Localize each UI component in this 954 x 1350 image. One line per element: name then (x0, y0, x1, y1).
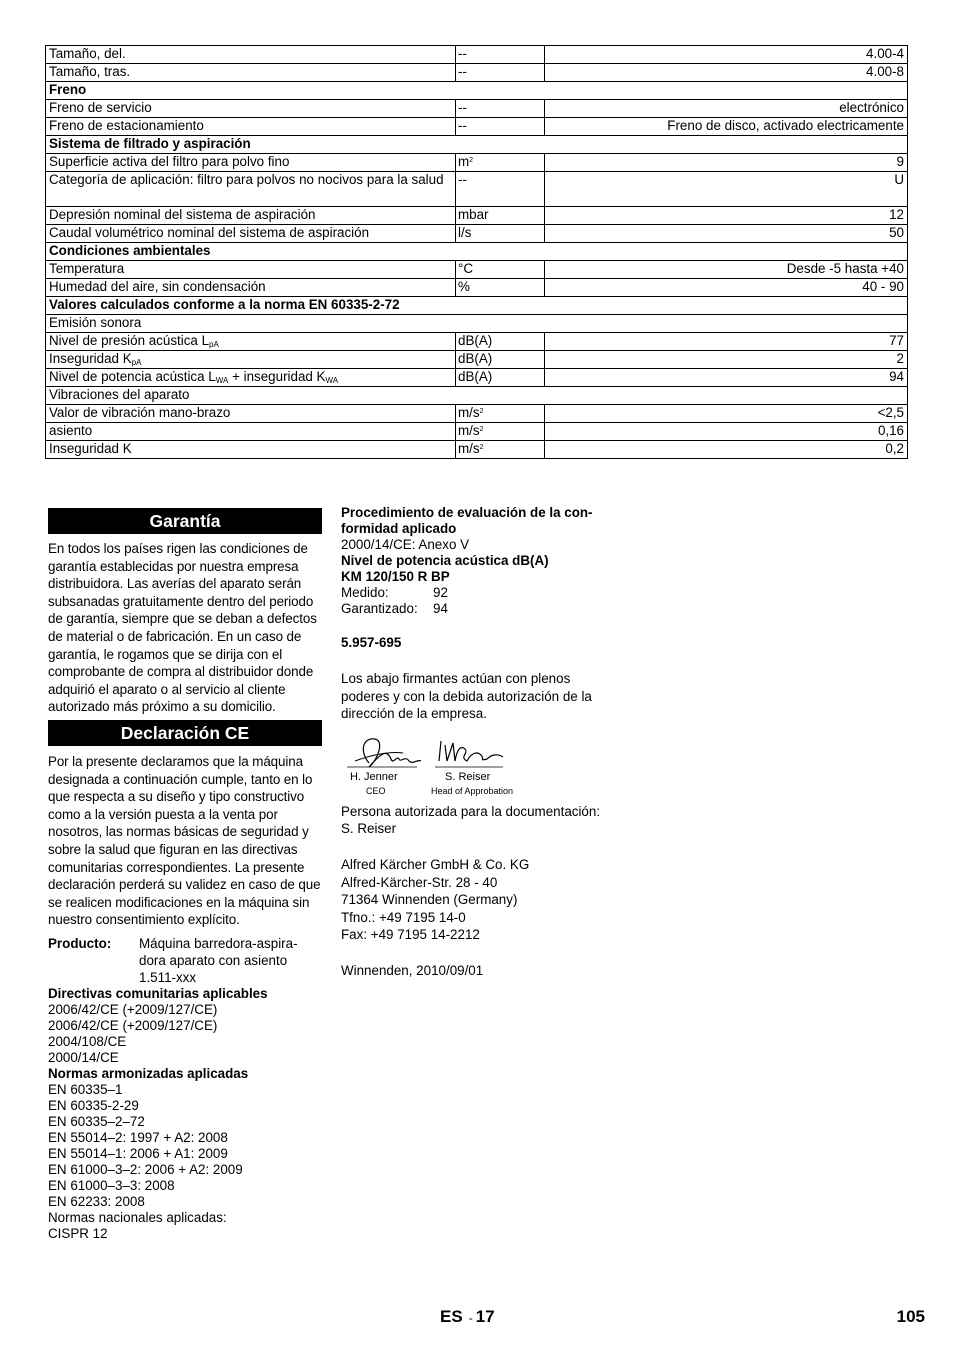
row-label (46, 225, 456, 243)
row-unit (456, 46, 545, 64)
doc-person: S. Reiser (341, 821, 397, 837)
row-value: 94 (545, 369, 908, 387)
directive-item: 2000/14/CE (48, 1049, 119, 1065)
declaration-heading: Declaración CE (48, 720, 322, 746)
row-unit-text: °C (458, 261, 474, 276)
table-row (46, 261, 908, 279)
row-unit (456, 333, 545, 351)
row-value: electrónico (545, 100, 908, 118)
row-label (46, 207, 456, 225)
row-value: 12 (545, 207, 908, 225)
sound-power-title: Nivel de potencia acústica dB(A) (341, 553, 549, 568)
product-label: Producto: (48, 935, 112, 951)
signatures (341, 731, 631, 819)
row-unit-text: dB(A) (458, 351, 493, 366)
row-value: 9 (545, 154, 908, 172)
table-row (46, 118, 908, 136)
row-unit-text: m/s (458, 441, 480, 456)
signers-text: Los abajo firmantes actúan con plenos poderes y con la debida autorización de la dirección de la empresa. (341, 671, 592, 722)
declaration-text: Por la presente declaramos que la máquina designada a continuación cumple, tanto en lo que respecta a su diseño y tipo constructivo como a la versión puesta a la venta por nosotros, las normas básicas de seguridad y sobre la salud que figuran en las directivas comunitarias correspondientes. La presente declaración perderá su validez en caso de que se realicen modificaciones en la máquina sin nuestro consentimiento explícito. (48, 753, 321, 928)
conformity-annex: 2000/14/CE: Anexo V (341, 537, 470, 552)
warranty-heading: Garantía (48, 508, 322, 534)
norm-item: EN 61000–3–3: 2008 (48, 1177, 175, 1193)
directives-list (48, 1002, 322, 1066)
footer-language: ES (440, 1307, 463, 1326)
technical-data-table (45, 45, 908, 459)
row-label (46, 46, 456, 64)
row-unit-superscript: 2 (479, 408, 484, 415)
row-label (46, 369, 456, 387)
row-unit-text: m/s (458, 423, 480, 438)
table-row (46, 387, 908, 405)
table-row (46, 207, 908, 225)
address-line: Tfno.: +49 7195 14-0 (341, 909, 466, 925)
model-name: KM 120/150 R BP (341, 569, 450, 584)
row-unit (456, 279, 545, 297)
row-unit-text: -- (458, 172, 467, 187)
norm-item: EN 61000–3–2: 2006 + A2: 2009 (48, 1161, 243, 1177)
row-label (46, 261, 456, 279)
measured-label: Medido: (341, 585, 389, 600)
row-label-subscript: pA (209, 340, 219, 349)
row-unit-text: -- (458, 118, 467, 133)
row-label-text: Nivel de presión acústica L (49, 333, 210, 348)
row-label-text: Nivel de potencia acústica L (49, 369, 216, 384)
row-value: 0,16 (545, 423, 908, 441)
left-column (48, 508, 322, 1242)
table-row (46, 46, 908, 64)
product-row (48, 935, 322, 986)
row-value: Desde -5 hasta +40 (545, 261, 908, 279)
row-label-text: Inseguridad K (49, 441, 132, 456)
row-label-text: Tamaño, tras. (49, 64, 131, 79)
row-label-text: Caudal volumétrico nominal del sistema de aspiración (49, 225, 370, 240)
norm-item: EN 55014–1: 2006 + A1: 2009 (48, 1145, 228, 1161)
row-unit-text: m/s (458, 405, 480, 420)
guaranteed-value: 94 (433, 601, 448, 616)
signer1-role: CEO (366, 785, 386, 796)
conformity-title (341, 505, 631, 537)
row-value: 2 (545, 351, 908, 369)
norms-list (48, 1082, 322, 1210)
row-unit (456, 172, 545, 207)
row-label-text: asiento (49, 423, 93, 438)
row-label-text: Freno de estacionamiento (49, 118, 204, 133)
section-heading: Freno (46, 82, 908, 100)
row-label-subscript: WA (215, 376, 229, 385)
footer-dash: - (468, 1311, 473, 1325)
signature-reiser (439, 741, 503, 761)
norms-title: Normas armonizadas aplicadas (48, 1065, 249, 1081)
company-address (341, 856, 631, 944)
table-row (46, 64, 908, 82)
right-column (341, 505, 631, 980)
norm-item: EN 60335–2–72 (48, 1113, 145, 1129)
row-unit-text: % (458, 279, 470, 294)
row-label (46, 441, 456, 459)
row-unit (456, 351, 545, 369)
row-unit (456, 441, 545, 459)
row-unit-text: l/s (458, 225, 472, 240)
row-label-text: Humedad del aire, sin condensación (49, 279, 266, 294)
row-label (46, 172, 456, 207)
conformity-title-line: formidad aplicado (341, 521, 457, 536)
norm-item: EN 55014–2: 1997 + A2: 2008 (48, 1129, 228, 1145)
row-label (46, 333, 456, 351)
row-label (46, 64, 456, 82)
table-row (46, 405, 908, 423)
row-unit (456, 423, 545, 441)
directives-title: Directivas comunitarias aplicables (48, 985, 268, 1001)
product-value-line: 1.511-xxx (139, 969, 197, 985)
row-label-text: Temperatura (49, 261, 125, 276)
row-unit-superscript: 2 (469, 157, 474, 164)
group-label: Vibraciones del aparato (46, 387, 908, 405)
warranty-text: En todos los países rigen las condiciones de garantía establecidas por nuestra empresa distribuidora. Las averías del aparato serán subsanadas gratuitamente dentro del periodo de garantía, siempre que se deban a defectos de material o de fabricación. En un caso de garantía, le rogamos que se dirija con el comprobante de compra al distribuidor donde adquirió el aparato o al servicio al cliente autorizado más próximo a su domicilio. (48, 541, 317, 715)
norm-item: EN 60335-2-29 (48, 1097, 139, 1113)
address-line: 71364 Winnenden (Germany) (341, 892, 518, 908)
address-line: Alfred Kärcher GmbH & Co. KG (341, 856, 530, 872)
table-row (46, 136, 908, 154)
row-value: U (545, 172, 908, 207)
row-label-text: Freno de servicio (49, 100, 152, 115)
row-value: 0,2 (545, 441, 908, 459)
footer-section-code (440, 1307, 495, 1327)
section-heading: Valores calculados conforme a la norma EN 60335-2-72 (46, 297, 908, 315)
row-value: Freno de disco, activado electricamente (545, 118, 908, 136)
row-unit (456, 405, 545, 423)
signer2-role: Head of Approbation (431, 785, 514, 796)
table-row (46, 315, 908, 333)
product-value-line: Máquina barredora-aspira- (139, 935, 298, 951)
table-row (46, 100, 908, 118)
section-heading: Condiciones ambientales (46, 243, 908, 261)
row-label-text: + inseguridad K (228, 369, 326, 384)
product-value (139, 935, 298, 986)
conformity-title-line: Procedimiento de evaluación de la con- (341, 505, 593, 520)
row-value: 50 (545, 225, 908, 243)
row-unit-text: m (458, 154, 470, 169)
footer-local-page: 17 (475, 1307, 495, 1326)
table-row (46, 82, 908, 100)
row-label-text: Superficie activa del filtro para polvo fino (49, 154, 290, 169)
row-unit-text: -- (458, 46, 467, 61)
address-line: Fax: +49 7195 14-2212 (341, 927, 480, 943)
footer-page-number: 105 (896, 1307, 925, 1326)
row-unit-text: dB(A) (458, 333, 493, 348)
address-line: Alfred-Kärcher-Str. 28 - 40 (341, 874, 498, 890)
row-unit (456, 118, 545, 136)
row-label (46, 351, 456, 369)
directive-item: 2006/42/CE (+2009/127/CE) (48, 1017, 218, 1033)
measured-row (341, 585, 631, 601)
row-label-text: Categoría de aplicación: filtro para polvos no nocivos para la salud (49, 172, 444, 187)
table-row (46, 154, 908, 172)
row-unit-text: dB(A) (458, 369, 493, 384)
table-row (46, 297, 908, 315)
table-row (46, 225, 908, 243)
row-unit (456, 261, 545, 279)
national-norms-title: Normas nacionales aplicadas: (48, 1209, 227, 1225)
signer2-name: S. Reiser (445, 770, 491, 783)
row-label (46, 118, 456, 136)
table-row (46, 333, 908, 351)
table-row (46, 351, 908, 369)
row-label (46, 279, 456, 297)
row-label (46, 405, 456, 423)
row-label-text: Tamaño, del. (49, 46, 126, 61)
row-value: 4.00-8 (545, 64, 908, 82)
row-unit-text: -- (458, 100, 467, 115)
section-heading: Sistema de filtrado y aspiración (46, 136, 908, 154)
row-label (46, 100, 456, 118)
row-unit-superscript: 2 (479, 426, 484, 433)
row-label-text: Inseguridad K (49, 351, 132, 366)
table-row (46, 441, 908, 459)
table-row (46, 243, 908, 261)
row-unit (456, 369, 545, 387)
row-label (46, 154, 456, 172)
row-value: <2,5 (545, 405, 908, 423)
doc-person-label: Persona autorizada para la documentación: (341, 803, 601, 819)
guaranteed-label: Garantizado: (341, 601, 418, 616)
row-unit-text: -- (458, 64, 467, 79)
row-unit (456, 154, 545, 172)
row-unit (456, 207, 545, 225)
row-unit-superscript: 2 (479, 444, 484, 451)
norm-item: EN 62233: 2008 (48, 1193, 145, 1209)
directive-item: 2006/42/CE (+2009/127/CE) (48, 1001, 218, 1017)
directive-item: 2004/108/CE (48, 1033, 127, 1049)
document-number: 5.957-695 (341, 635, 402, 650)
row-value: 40 - 90 (545, 279, 908, 297)
row-unit (456, 64, 545, 82)
signer1-name: H. Jenner (350, 770, 398, 783)
row-label-subscript: WA (325, 376, 339, 385)
group-label: Emisión sonora (46, 315, 908, 333)
row-label-text: Valor de vibración mano-brazo (49, 405, 231, 420)
place-date: Winnenden, 2010/09/01 (341, 962, 484, 978)
table-row (46, 172, 908, 207)
row-label-subscript: pA (131, 358, 142, 367)
table-row (46, 423, 908, 441)
national-norm-item: CISPR 12 (48, 1225, 108, 1241)
table-row (46, 279, 908, 297)
row-value: 77 (545, 333, 908, 351)
row-unit (456, 100, 545, 118)
row-unit-text: mbar (458, 207, 489, 222)
norm-item: EN 60335–1 (48, 1081, 123, 1097)
row-label (46, 423, 456, 441)
row-value: 4.00-4 (545, 46, 908, 64)
guaranteed-row (341, 601, 631, 617)
row-unit (456, 225, 545, 243)
measured-value: 92 (433, 585, 448, 600)
product-value-line: dora aparato con asiento (139, 952, 288, 968)
table-row (46, 369, 908, 387)
row-label-text: Depresión nominal del sistema de aspiración (49, 207, 316, 222)
